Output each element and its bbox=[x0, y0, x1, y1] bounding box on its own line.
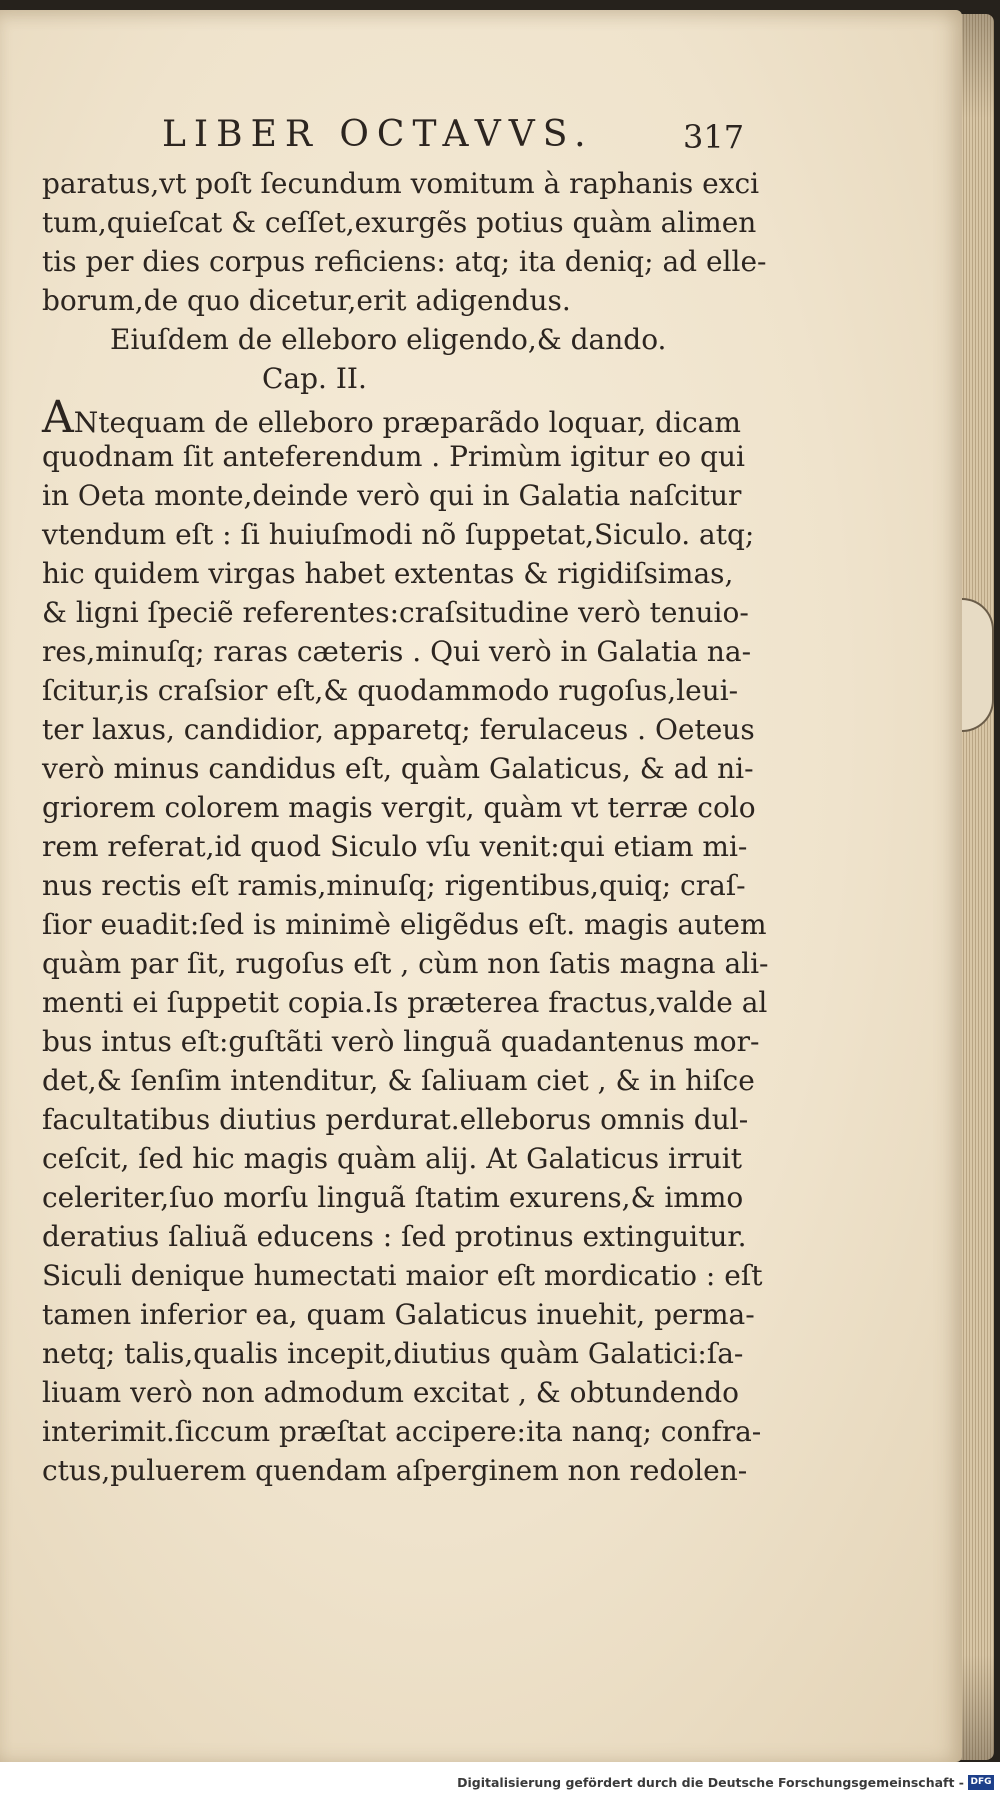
page-header bbox=[0, 114, 962, 166]
page-edges bbox=[958, 14, 994, 1760]
text-line: & ligni ſpeciẽ referentes:craſsitudine verò tenuio- bbox=[42, 596, 749, 629]
text-line: hic quidem virgas habet extentas & rigidiſsimas, bbox=[42, 557, 734, 590]
drop-cap: A bbox=[42, 392, 74, 443]
text-line: ſcitur,is craſsior eſt,& quodammodo rugoſus,leui- bbox=[42, 674, 739, 707]
text-line: bus intus eſt:guſtãti verò linguã quadantenus mor- bbox=[42, 1025, 760, 1058]
text-line: vtendum eſt : ſi huiuſmodi nõ ſuppetat,Siculo. atq; bbox=[42, 518, 755, 551]
text-line: menti ei ſuppetit copia.Is præterea fractus,valde al bbox=[42, 986, 768, 1019]
text-line: ſior euadit:ſed is minimè eligẽdus eſt. magis autem bbox=[42, 908, 767, 941]
text-line: Siculi denique humectati maior eſt mordicatio : eſt bbox=[42, 1259, 763, 1292]
funding-credit: Digitalisierung gefördert durch die Deutsche Forschungsgemeinschaft - bbox=[457, 1775, 964, 1790]
text-line: deratius ſaliuã educens : ſed protinus extinguitur. bbox=[42, 1220, 747, 1253]
text-line: facultatibus diutius perdurat.elleborus omnis dul- bbox=[42, 1103, 749, 1136]
text-line: quàm par ſit, rugoſus eſt , cùm non ſatis magna ali- bbox=[42, 947, 769, 980]
section-heading: Eiuſdem de elleboro eligendo,& dando. bbox=[110, 323, 667, 356]
text-line: tum,quieſcat & ceſſet,exurgẽs potius quàm alimen bbox=[42, 206, 757, 239]
chapter-label: Cap. II. bbox=[262, 362, 367, 395]
text-line: borum,de quo dicetur,erit adigendus. bbox=[42, 284, 571, 317]
dfg-logo: DFG bbox=[968, 1775, 994, 1790]
text-line: tamen inferior ea, quam Galaticus inuehit, perma- bbox=[42, 1298, 755, 1331]
page-surface bbox=[0, 10, 962, 1762]
text-line: celeriter,ſuo morſu linguã ſtatim exurens,& immo bbox=[42, 1181, 744, 1214]
text-line: griorem colorem magis vergit, quàm vt terræ colo bbox=[42, 791, 756, 824]
text-line: interimit.ſiccum præſtat accipere:ita nanq; confra- bbox=[42, 1415, 762, 1448]
text-line: liuam verò non admodum excitat , & obtundendo bbox=[42, 1376, 740, 1409]
text-line: nus rectis eſt ramis,minuſq; rigentibus,quiq; craſ- bbox=[42, 869, 746, 902]
text-line: res,minuſq; raras cæteris . Qui verò in Galatia na- bbox=[42, 635, 752, 668]
text-line: det,& ſenſim intenditur, & ſaliuam ciet , & in hiſce bbox=[42, 1064, 755, 1097]
page-tab-marker bbox=[962, 598, 994, 732]
text-line: ctus,puluerem quendam aſperginem non redolen- bbox=[42, 1454, 748, 1487]
chapter-first-line bbox=[42, 392, 762, 443]
body-text bbox=[42, 164, 769, 1490]
text-line: rem referat,id quod Siculo vſu venit:qui etiam mi- bbox=[42, 830, 748, 863]
text-line: tis per dies corpus reficiens: atq; ita deniq; ad elle- bbox=[42, 245, 767, 278]
page-number: 317 bbox=[683, 118, 745, 156]
text-line: in Oeta monte,deinde verò qui in Galatia naſcitur bbox=[42, 479, 742, 512]
running-head: LIBER OCTAVVS. bbox=[162, 114, 594, 155]
text-line: ceſcit, ſed hic magis quàm alij. At Galaticus irruit bbox=[42, 1142, 742, 1175]
first-line-text: Ntequam de elleboro præparãdo loquar, dicam bbox=[73, 406, 741, 439]
text-line: verò minus candidus eſt, quàm Galaticus, & ad ni- bbox=[42, 752, 754, 785]
text-line: netq; talis,qualis incepit,diutius quàm Galatici:ſa- bbox=[42, 1337, 744, 1370]
text-line: paratus,vt poſt ſecundum vomitum à raphanis exci bbox=[42, 167, 760, 200]
digitization-footer bbox=[0, 1762, 1000, 1806]
text-line: ter laxus, candidior, apparetq; ferulaceus . Oeteus bbox=[42, 713, 755, 746]
text-line: quodnam ſit anteferendum . Primùm igitur eo qui bbox=[42, 440, 745, 473]
